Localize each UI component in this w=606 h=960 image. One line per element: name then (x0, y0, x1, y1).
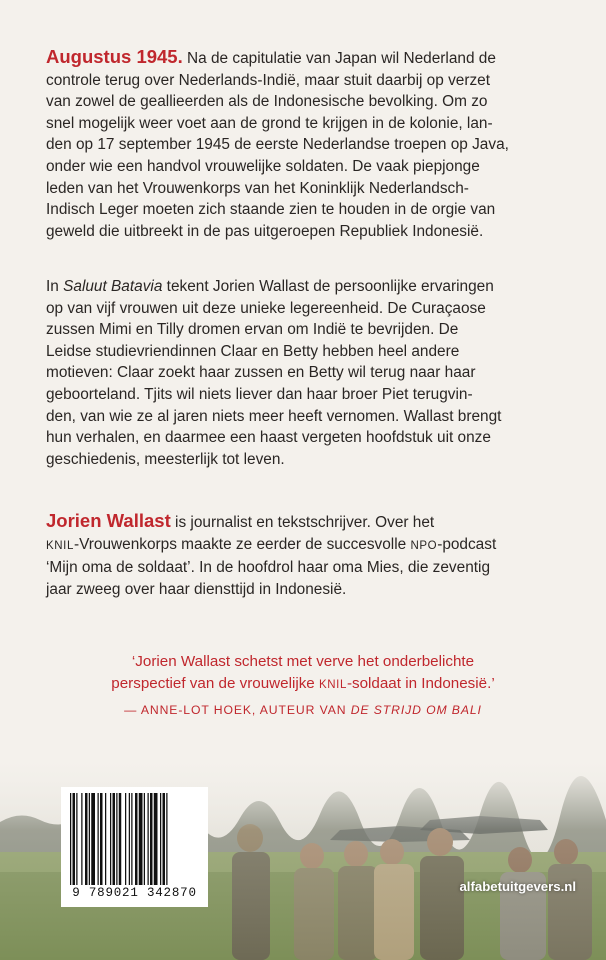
text-span: -soldaat in Indonesië.’ (346, 674, 495, 692)
barcode-bar (166, 793, 167, 885)
barcode-bar (70, 793, 71, 885)
knil-abbrev: KNIL (318, 678, 347, 691)
text-span: In (46, 278, 59, 295)
barcode-bar (144, 793, 145, 885)
barcode-bar (81, 793, 82, 885)
text-line (46, 534, 574, 558)
book-title: Saluut Batavia (63, 278, 163, 295)
barcode-bars (68, 793, 201, 885)
text-line: zussen Mimi en Tilly dromen ervan om Indië te bevrijden. De (46, 321, 459, 339)
text-line: op van vijf vrouwen uit deze unieke legereenheid. De Curaçaose (46, 299, 486, 317)
barcode-bar (76, 793, 77, 885)
author-name: Jorien Wallast (46, 510, 171, 531)
attribution-author: — ANNE-LOT HOEK, AUTEUR VAN (124, 703, 347, 717)
text-line: den, van wie ze al jaren niets meer heeft vernomen. Wallast brengt (46, 407, 502, 425)
summary-paragraph (46, 276, 574, 470)
barcode-bar (129, 793, 130, 885)
barcode-bar (160, 793, 161, 885)
barcode-bar (105, 793, 106, 885)
lead-heading: Augustus 1945. (46, 46, 183, 67)
text-line: hun verhalen, en daarmee een haast vergeten hoofdstuk uit onze (46, 429, 491, 447)
barcode-bar (113, 793, 116, 885)
text-line (46, 510, 574, 534)
attribution-book-title: DE STRIJD OM BALI (350, 703, 482, 717)
text-span: perspectief van de vrouwelijke (111, 674, 315, 692)
text-span: -podcast (437, 535, 497, 553)
barcode-bar (110, 793, 111, 885)
text-line: den op 17 september 1945 de eerste Nederlandse troepen op Java, (46, 136, 509, 154)
text-span: -Vrouwenkorps maakte ze eerder de succesvolle (73, 535, 407, 553)
review-quote (40, 651, 566, 696)
isbn-number: 9 789021 342870 (72, 886, 197, 900)
barcode-bar (91, 793, 95, 885)
barcode-bar (148, 793, 149, 885)
text-line: snel mogelijk weer voet aan de grond te krijgen in de kolonie, lan- (46, 114, 493, 132)
barcode-bar (85, 793, 88, 885)
text-line: Indisch Leger moeten zich staande zien te houden in de orgie van (46, 201, 496, 219)
quote-attribution (40, 703, 566, 717)
text-line (46, 46, 574, 70)
text-line: ‘Mijn oma de soldaat’. In de hoofdrol haar oma Mies, die zeventig (46, 559, 491, 577)
text-line: geweld die uitbreekt in de pas uitgeroepen Republiek Indonesië. (46, 222, 484, 240)
text-line: Leidse studievriendinnen Claar en Betty hebben heel andere (46, 342, 460, 360)
npo-abbrev: NPO (410, 539, 438, 552)
barcode-bar (139, 793, 143, 885)
barcode-bar (73, 793, 76, 885)
text-line: controle terug over Nederlands-Indië, maar stuit daarbij op verzet (46, 71, 490, 89)
text-line: onder wie een handvol vrouwelijke soldaten. De vaak piepjonge (46, 157, 480, 175)
quote-line (40, 673, 566, 697)
text-line (46, 276, 574, 298)
text-line: van zowel de geallieerden als de Indonesische bevolking. Om zo (46, 93, 488, 111)
text-line: jaar zweeg over haar diensttijd in Indonesië. (46, 580, 347, 598)
text-line: leden van het Vrouwenkorps van het Koninklijk Nederlandsch- (46, 179, 469, 197)
text-span: is journalist en tekstschrijver. Over het (175, 514, 435, 531)
text-line: geschiedenis, meesterlijk tot leven. (46, 450, 285, 468)
barcode-bar (100, 793, 103, 885)
text-span: tekent Jorien Wallast de persoonlijke ervaringen (166, 278, 494, 295)
barcode-bar (89, 793, 90, 885)
knil-abbrev: KNIL (46, 539, 74, 552)
barcode-bar (125, 793, 126, 885)
text-line: geboorteland. Tjits wil niets liever dan haar broer Piet terugvin- (46, 385, 473, 403)
isbn-barcode (61, 787, 208, 907)
barcode-bar (135, 793, 138, 885)
author-bio-paragraph (46, 510, 574, 600)
barcode-bar (98, 793, 99, 885)
text-span: Na de capitulatie van Japan wil Nederland de (187, 50, 496, 67)
barcode-bar (163, 793, 166, 885)
quote-line: ‘Jorien Wallast schetst met verve het onderbelichte (131, 653, 475, 670)
barcode-bar (154, 793, 158, 885)
publisher-url[interactable]: alfabetuitgevers.nl (459, 879, 576, 894)
barcode-bar (116, 793, 117, 885)
text-line: motieven: Claar zoekt haar zussen en Betty wil terug naar haar (46, 364, 476, 382)
barcode-bar (119, 793, 122, 885)
barcode-bar (150, 793, 153, 885)
intro-paragraph (46, 46, 574, 242)
barcode-bar (131, 793, 132, 885)
